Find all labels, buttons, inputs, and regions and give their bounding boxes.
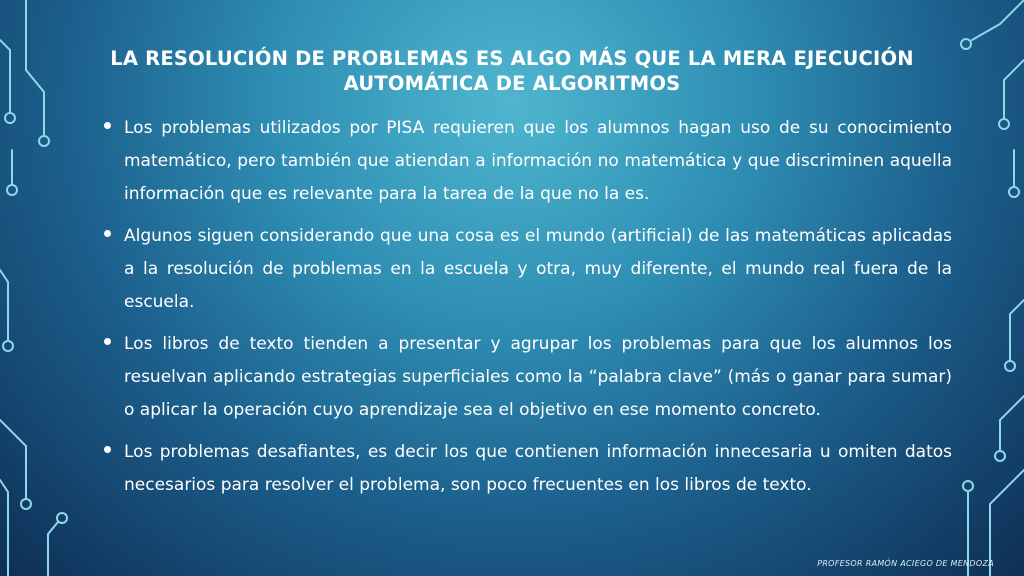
bullet-item — [100, 328, 952, 427]
circuit-trace-left-4 — [0, 270, 8, 340]
bullet-item — [100, 112, 952, 211]
circuit-trace-left-6 — [0, 480, 8, 576]
bullet-text: Algunos siguen considerando que una cosa es el mundo (artificial) de las matemáticas aplicadas a la resolución de problemas en la escuela y otra, muy diferente, el mundo real fuera de la escuela. — [124, 226, 952, 312]
bullet-item — [100, 220, 952, 319]
circuit-trace-left-7 — [48, 522, 58, 576]
circuit-trace-right-2 — [1004, 60, 1024, 118]
circuit-trace-right-1 — [972, 0, 1024, 40]
circuit-node-left-3 — [7, 185, 17, 195]
bullet-text: Los problemas desafiantes, es decir los que contienen información innecesaria u omiten datos necesarios para resolver el problema, son poco frecuentes en los libros de texto. — [124, 442, 952, 495]
circuit-trace-left-2 — [26, 0, 44, 135]
bullet-dot-icon — [104, 122, 111, 129]
circuit-node-right-1 — [961, 39, 971, 49]
bullet-item — [100, 436, 952, 502]
bullet-dot-icon — [104, 338, 111, 345]
circuit-node-left-7 — [57, 513, 67, 523]
circuit-trace-right-5 — [1000, 396, 1024, 450]
bullet-dot-icon — [104, 230, 111, 237]
circuit-trace-right-4 — [1010, 300, 1024, 360]
circuit-node-right-4 — [1005, 361, 1015, 371]
circuit-trace-right-7 — [990, 470, 1024, 576]
circuit-node-right-2 — [999, 119, 1009, 129]
footer-author: PROFESOR RAMÓN ACIEGO DE MENDOZA — [817, 559, 994, 568]
bullet-dot-icon — [104, 446, 111, 453]
circuit-node-right-3 — [1009, 187, 1019, 197]
circuit-node-right-6 — [963, 481, 973, 491]
circuit-node-right-5 — [995, 451, 1005, 461]
circuit-node-left-5 — [21, 499, 31, 509]
bullet-list — [100, 112, 952, 511]
bullet-text: Los problemas utilizados por PISA requieren que los alumnos hagan uso de su conocimiento matemático, pero también que atiendan a información no matemática y que discriminen aquella información que es relevante para la tarea de la que no la es. — [124, 118, 952, 204]
circuit-trace-left-1 — [0, 40, 10, 112]
circuit-node-left-4 — [3, 341, 13, 351]
circuit-node-left-1 — [5, 113, 15, 123]
bullet-text: Los libros de texto tienden a presentar y agrupar los problemas para que los alumnos los resuelvan aplicando estrategias superficiales como la “palabra clave” (más o ganar para sumar) o aplicar la operación cuyo aprendizaje sea el objetivo en ese momento concreto. — [124, 334, 952, 420]
slide-title: LA RESOLUCIÓN DE PROBLEMAS ES ALGO MÁS QUE LA MERA EJECUCIÓN AUTOMÁTICA DE ALGORITMOS — [110, 47, 914, 95]
circuit-node-left-2 — [39, 136, 49, 146]
